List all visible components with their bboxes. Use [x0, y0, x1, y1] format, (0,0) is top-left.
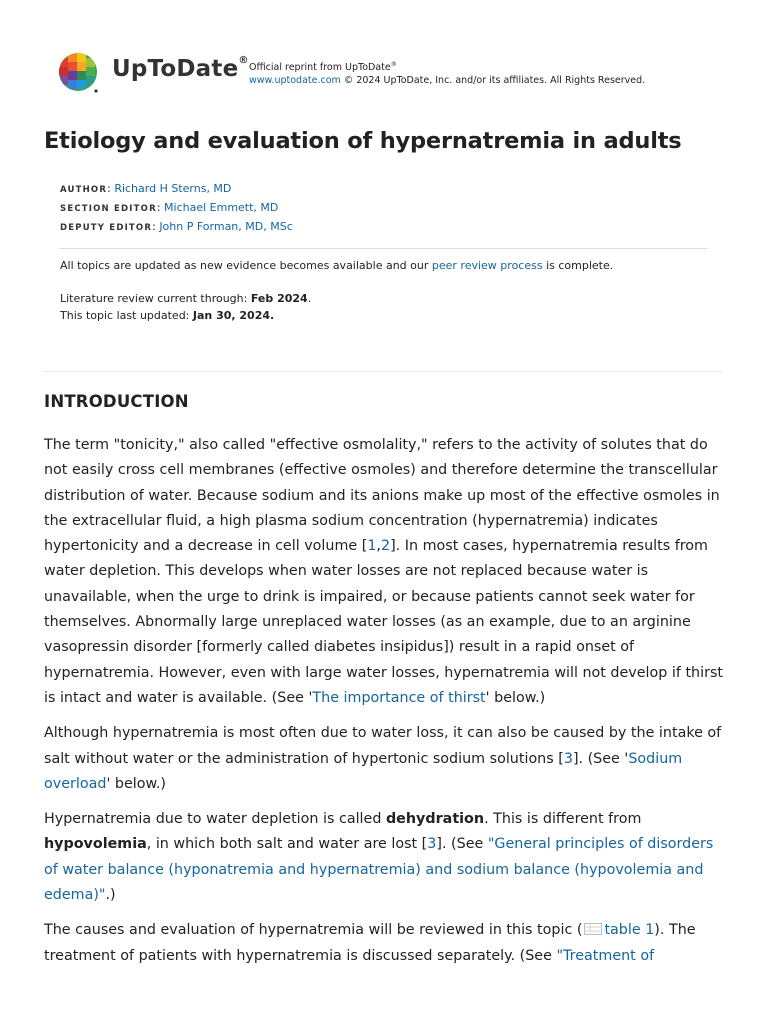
update-text-end: is complete. [542, 259, 614, 272]
divider [59, 248, 707, 249]
paragraph-text: , in which both salt and water are lost [ [146, 836, 428, 853]
copyright-text: © 2024 UpToDate, Inc. and/or its affiliates. All Rights Reserved. [340, 75, 646, 87]
paragraph-text: ]. In most cases, hypernatremia results from water depletion. This develops when water losses are not replaced because water is unavailable, when the urge to drink is impaired, or because patients cannot seek water for themselves. Abnormally large unreplaced water losses (as an example, due to an arginine vasopressin disorder [formerly called diabetes insipidus]) result in a rapid onset of hypernatremia. However, even with large water losses, hypernatremia will not develop if thirst is intact and water is available. (See ' [44, 538, 724, 706]
paragraph-text: ]. (See [436, 836, 488, 853]
last-updated-label: This topic last updated: [60, 309, 193, 322]
bold-term: dehydration [385, 811, 485, 828]
author-role: DEPUTY EDITOR [60, 223, 153, 233]
paragraph-text: . This is different from [484, 811, 642, 828]
registered-mark: ® [238, 55, 249, 67]
reference-link[interactable]: 2 [380, 538, 391, 555]
paragraph-text: The term "tonicity," also called "effective osmolality," refers to the activity of solutes that do not easily cross cell membranes (effective osmoles) and therefore determine the transcellular distribution of water. Because sodium and its anions make up most of the effective osmoles in the extracellular fluid, a high plasma sodium concentration (hypernatremia) indicates hypertonicity and a decrease in cell volume [ [44, 437, 720, 555]
uptodate-globe-logo-icon [58, 52, 100, 94]
paragraph-text: .) [105, 887, 116, 904]
lit-review-label: Literature review current through: [60, 292, 251, 305]
paragraph-text: , [376, 538, 381, 555]
paragraph-text: ). The treatment of patients with hypernatremia is discussed separately. (See [44, 922, 696, 964]
paragraph [44, 433, 724, 711]
last-updated-date: Jan 30, 2024. [192, 309, 275, 322]
bold-term: hypovolemia [44, 836, 147, 853]
paragraph [44, 721, 724, 797]
section-link[interactable]: The importance of thirst [312, 689, 486, 706]
author-row: SECTION EDITOR: Michael Emmett, MD [60, 201, 279, 214]
topic-link[interactable]: "General principles of disorders of water balance (hyponatremia and hypernatremia) and sodium balance (hypovolemia and edema)" [44, 836, 714, 904]
reference-link[interactable]: 3 [563, 750, 573, 767]
author-list [60, 180, 293, 237]
author-link[interactable]: Richard H Sterns, MD [114, 182, 232, 195]
update-notice [60, 257, 613, 274]
paragraph [44, 807, 724, 908]
reprint-line: Official reprint from UpToDate [249, 62, 391, 74]
lit-review-date: Feb 2024 [250, 292, 308, 305]
update-text: All topics are updated as new evidence becomes available and our [60, 259, 432, 272]
author-role: SECTION EDITOR [60, 204, 157, 214]
brand-label: UpToDate [112, 56, 239, 82]
author-row: AUTHOR: Richard H Sterns, MD [60, 182, 232, 195]
page-title: Etiology and evaluation of hypernatremia in adults [44, 128, 682, 154]
paragraph-text: ' below.) [106, 775, 167, 792]
section-heading: INTRODUCTION [44, 392, 189, 411]
author-role: AUTHOR [60, 185, 108, 195]
review-dates [60, 290, 311, 324]
brand-name [112, 56, 249, 82]
author-link[interactable]: John P Forman, MD, MSc [159, 220, 293, 233]
reprint-header [58, 50, 738, 96]
reprint-notice [249, 58, 645, 87]
table-icon [584, 923, 602, 935]
reprint-registered-mark: ® [390, 61, 397, 68]
paragraph-text: ]. (See ' [572, 750, 629, 767]
author-row: DEPUTY EDITOR: John P Forman, MD, MSc [60, 220, 293, 233]
paragraph-text: Although hypernatremia is most often due to water loss, it can also be caused by the intake of salt without water or the administration of hypertonic sodium solutions [ [44, 725, 722, 767]
paragraph-text: The causes and evaluation of hypernatremia will be reviewed in this topic ( [44, 922, 583, 939]
paragraph-text: ' below.) [485, 689, 546, 706]
paragraph-text: Hypernatremia due to water depletion is called [44, 811, 386, 828]
divider [44, 371, 722, 372]
section-link[interactable]: Sodium overload [44, 750, 683, 792]
uptodate-site-link[interactable]: www.uptodate.com [249, 75, 341, 87]
table-link[interactable]: table 1 [604, 922, 655, 939]
reference-link[interactable]: 1 [367, 538, 377, 555]
peer-review-link[interactable]: peer review process [431, 259, 543, 272]
paragraph [44, 918, 724, 969]
article-body [44, 433, 724, 979]
reference-link[interactable]: 3 [427, 836, 437, 853]
topic-link[interactable]: "Treatment of [556, 947, 655, 964]
lit-review-period: . [307, 292, 312, 305]
author-link[interactable]: Michael Emmett, MD [164, 201, 279, 214]
